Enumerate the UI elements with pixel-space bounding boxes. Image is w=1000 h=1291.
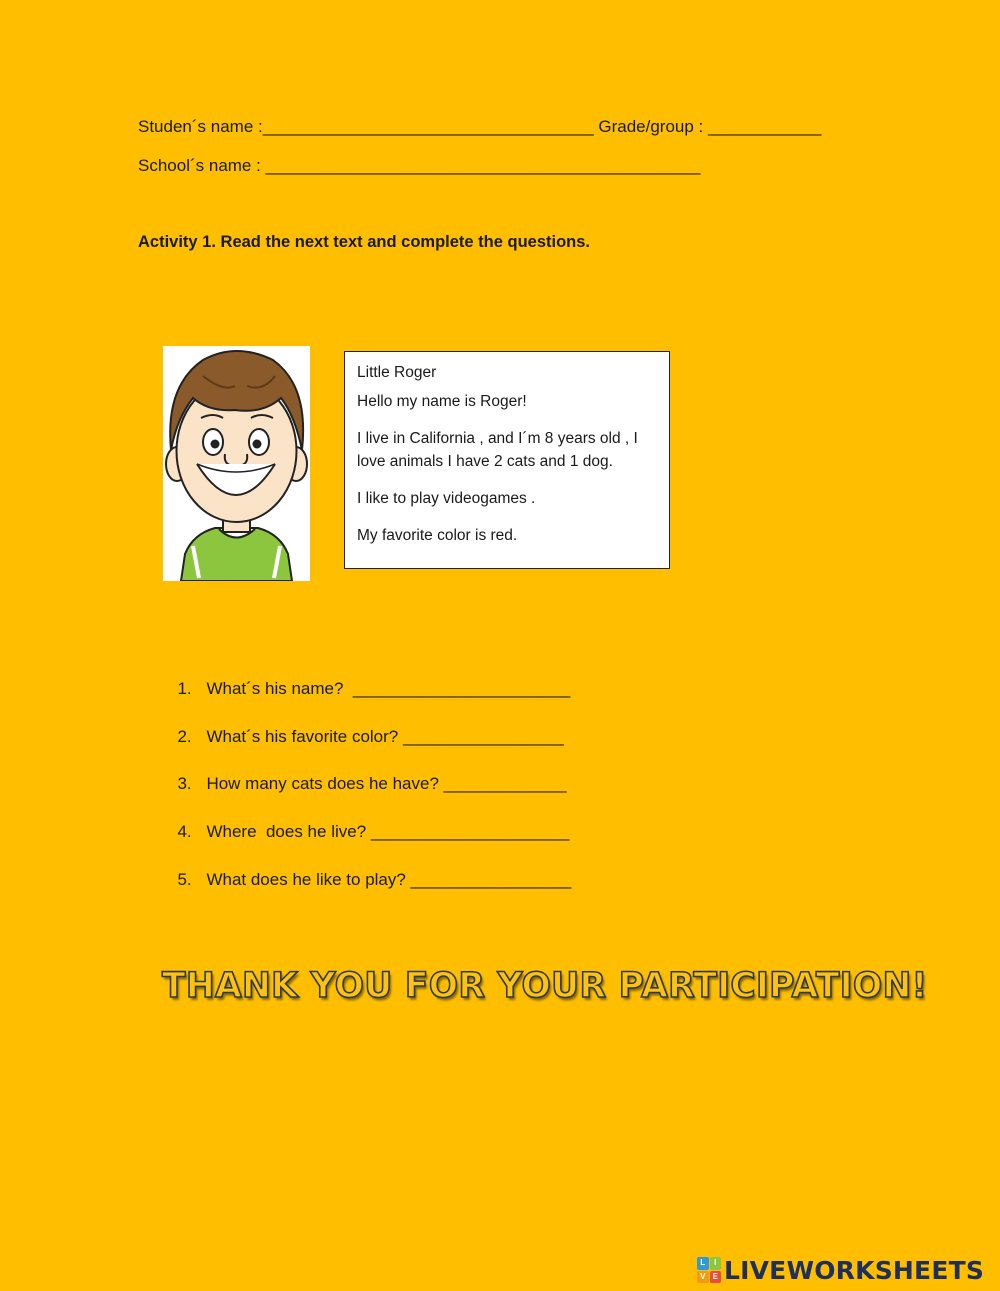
reading-paragraph: I live in California , and I´m 8 years old , I love animals I have 2 cats and 1 dog. — [357, 430, 638, 470]
question-text: What does he like to play? _________________ — [206, 870, 572, 889]
question-3 — [168, 754, 567, 794]
reading-paragraph: Hello my name is Roger! — [357, 393, 527, 410]
question-5 — [168, 850, 571, 890]
activity-title: Activity 1. Read the next text and complete the questions. — [138, 233, 591, 251]
reading-text-box — [344, 351, 670, 569]
question-text: What´s his name? _______________________ — [206, 679, 571, 698]
reading-paragraph: I like to play videogames . — [357, 490, 536, 507]
liveworksheets-brand[interactable] — [697, 1255, 984, 1285]
boy-portrait-icon — [163, 346, 310, 581]
reading-paragraph: My favorite color is red. — [357, 527, 518, 544]
logo-letter: V — [697, 1271, 709, 1284]
reading-title: Little Roger — [357, 364, 437, 381]
brand-name: LIVEWORKSHEETS — [724, 1255, 985, 1285]
question-number: 5. — [177, 870, 192, 889]
liveworksheets-logo-icon — [697, 1257, 721, 1283]
question-number: 2. — [177, 727, 192, 746]
question-4 — [168, 802, 569, 842]
logo-letter: E — [710, 1271, 722, 1284]
question-number: 3. — [177, 774, 192, 793]
school-name-line: School´s name : ______________________________________________ — [138, 156, 701, 175]
logo-letter: L — [697, 1257, 709, 1270]
question-text: How many cats does he have? _____________ — [206, 774, 567, 793]
question-1 — [168, 659, 570, 699]
logo-letter: I — [710, 1257, 722, 1270]
question-number: 4. — [177, 822, 192, 841]
question-number: 1. — [177, 679, 192, 698]
thank-you-banner: THANK YOU FOR YOUR PARTICIPATION! — [162, 966, 928, 1006]
question-2 — [168, 707, 564, 747]
question-text: What´s his favorite color? _________________ — [206, 727, 564, 746]
question-text: Where does he live? _____________________ — [206, 822, 570, 841]
student-name-line: Studen´s name :___________________________________ Grade/group : ____________ — [138, 117, 822, 136]
